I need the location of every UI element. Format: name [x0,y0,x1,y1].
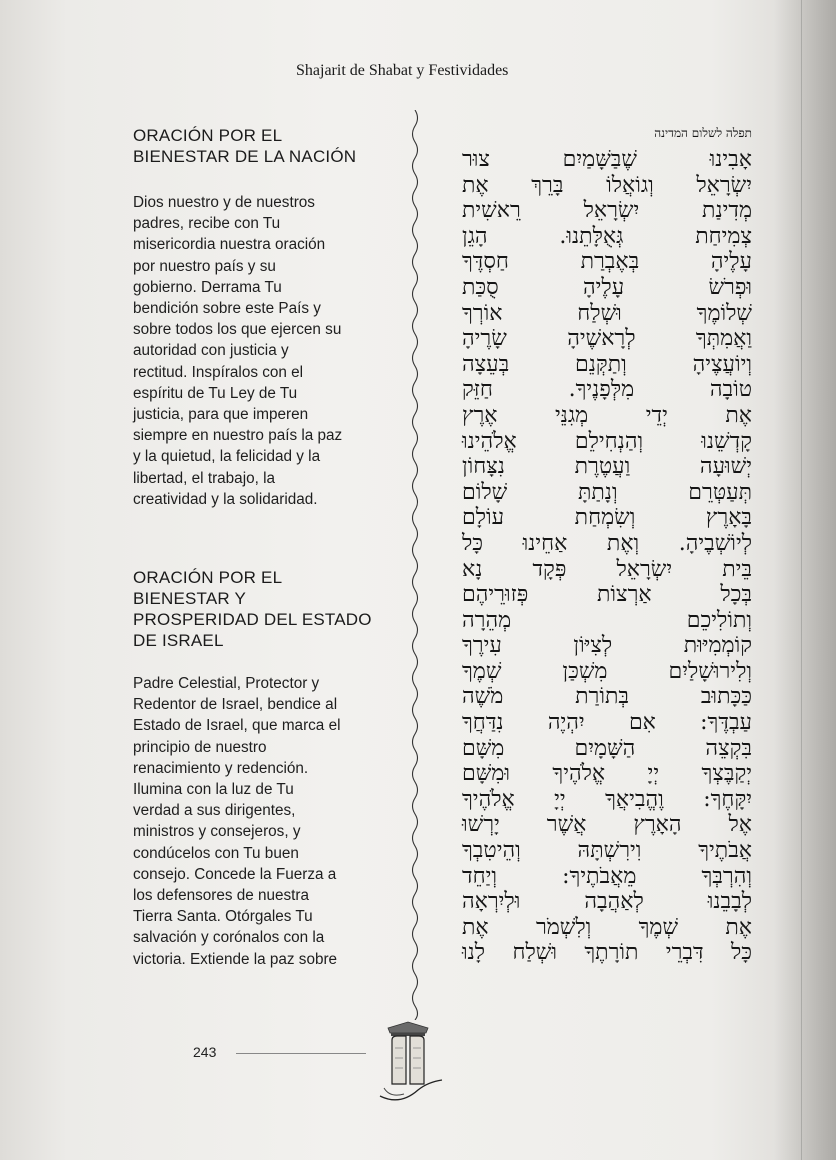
hebrew-line: אֶל הָאָרֶץ אֲשֶׁר יָרְשׁוּ [462,812,752,838]
body-line: verdad a sus dirigentes, [133,802,296,820]
section-title [133,567,393,651]
section-title-line: DE ISRAEL [133,631,224,650]
hebrew-line: כַּכָּתוּב בְּתוֹרַת מֹשֶׁה [462,684,752,710]
body-line: por nuestro país y su [133,257,276,275]
hebrew-column [462,123,752,966]
hebrew-line: וּפְרֹשׂ עָלֶיהָ סֻכַּת [462,274,752,300]
body-line: padres, recibe con Tu [133,215,281,233]
hebrew-line: בָּאָרֶץ וְשִׂמְחַת עוֹלָם [462,505,752,531]
hebrew-line: טוֹבָה מִלְּפָנֶיךָ. חַזֵּק [462,377,752,403]
hebrew-line: יְשׁוּעָה וַעֲטֶרֶת נִצָּחוֹן [462,454,752,480]
body-line: gobierno. Derrama Tu [133,278,282,296]
body-line: condúcelos con Tu buen [133,844,299,862]
body-line: y la quietud, la felicidad y la [133,448,321,466]
section-title-line: ORACIÓN POR EL [133,126,283,145]
hebrew-line: בִּקְצֵה הַשָּׁמָיִם מִשָּׁם [462,735,752,761]
hebrew-line: כָּל דִּבְרֵי תוֹרָתֶךָ וּשְׁלַח לָנוּ [462,940,752,966]
body-line: Padre Celestial, Protector y [133,675,320,692]
body-line: creatividad y la solidaridad. [133,490,318,508]
hebrew-line: וְהִרְבְּךָ מֵאֲבֹתֶיךָ: וְיַחֵד [462,863,752,889]
hebrew-line: וְיוֹעֲצֶיהָ וְתַקְּנֵם בְּעֵצָה [462,351,752,377]
running-header: Shajarit de Shabat y Festividades [296,62,509,79]
body-line: consejo. Concede la Fuerza a [133,865,337,883]
footer-rule [236,1053,366,1054]
hebrew-line: מְדִינַת יִשְׂרָאֵל רֵאשִׁית [462,198,752,224]
body-line: victoria. Extiende la paz sobre [133,950,338,968]
body-line: bendición sobre este País y [133,300,321,318]
section-title-line: ORACIÓN POR EL [133,568,283,587]
body-line: autoridad con justicia y [133,342,289,360]
hebrew-line: יִשְׂרָאֵל וְגוֹאֲלוֹ בָּרֵךְ אֶת [462,172,752,198]
hebrew-line: עָלֶיהָ בְּאֶבְרַת חַסְדֶּךָ [462,249,752,275]
page-edge-shadow [774,0,836,1160]
body-line: siempre en nuestro país la paz [133,427,343,445]
hebrew-line: בְּכָל אַרְצוֹת פְּזוּרֵיהֶם [462,582,752,608]
body-line: ministros y consejeros, y [133,823,301,841]
section-title [133,125,393,167]
body-line: Estado de Israel, que marca el [133,717,341,735]
section-title-line: PROSPERIDAD DEL ESTADO [133,610,372,629]
body-line: los defensores de nuestra [133,887,310,905]
hebrew-line: אֲבֹתֶיךָ וִירִשְׁתָּהּ וְהֵיטִבְךָ [462,838,752,864]
body-line: espíritu de Tu Ley de Tu [133,384,298,402]
hebrew-line: עַבְדֶּךָ: אִם יִהְיֶה נִדַּחֲךָ [462,710,752,736]
tablets-emblem [370,1018,446,1108]
body-line: Dios nuestro y de nuestros [133,194,315,211]
section-title-line: BIENESTAR Y [133,589,247,608]
hebrew-line: לְיוֹשְׁבֶיהָ. וְאֶת אַחֵינוּ כָּל [462,530,752,556]
hebrew-line: אֶת שְׁמֶךָ וְלִשְׁמֹר אֶת [462,914,752,940]
hebrew-line: צְמִיחַת גְּאֻלָּתֵנוּ. הָגֵן [462,223,752,249]
body-line: libertad, el trabajo, la [133,469,276,487]
hebrew-line: וַאֲמִתְּךָ לְרָאשֶׁיהָ שָׂרֶיהָ [462,326,752,352]
body-line: justicia, para que imperen [133,406,309,424]
body-line: misericordia nuestra oración [133,236,326,254]
hebrew-line: בֵּית יִשְׂרָאֵל פְּקָד נָא [462,556,752,582]
hebrew-line: שְׁלוֹמֶךָ וּשְׁלַח אוֹרְךָ [462,300,752,326]
page-edge-line [801,0,802,1160]
page-number: 243 [193,1044,217,1060]
body-line: Tierra Santa. Otórgales Tu [133,908,313,926]
hebrew-line: וְלִירוּשָׁלַיִם מִשְׁכַּן שְׁמֶךָ [462,658,752,684]
hebrew-caption: תפלה לשלום המדינה [654,126,752,140]
body-line: principio de nuestro [133,738,267,756]
hebrew-line: יִקָּחֶךָ: וֶהֱבִיאֲךָ יְיָ אֱלֹהֶיךָ [462,786,752,812]
body-line: Ilumina con la luz de Tu [133,781,294,799]
section-body [133,192,393,510]
body-line: Redentor de Israel, bendice al [133,696,338,714]
hebrew-line: קָדְשֵׁנוּ וְהַנְחִילֵם אֱלֹהֵינוּ [462,428,752,454]
body-line: sobre todos los que ejercen su [133,321,342,339]
hebrew-line: קוֹמְמִיּוּת לְצִיּוֹן עִירֶךָ [462,633,752,659]
hebrew-line: אֶת יְדֵי מְגִנֵּי אֶרֶץ [462,402,752,428]
body-line: salvación y corónalos con la [133,929,325,947]
column-divider-ornament [402,110,428,1020]
body-line: rectitud. Inspíralos con el [133,363,304,381]
section-bienestar-israel [133,567,393,970]
section-body [133,673,393,970]
section-title-line: BIENESTAR DE LA NACIÓN [133,147,357,166]
section-bienestar-nacion [133,125,393,510]
hebrew-line: אָבִינוּ שֶׁבַּשָּׁמַיִם צוּר [462,147,752,172]
hebrew-line: לְבָבֵנוּ לְאַהֲבָה וּלְיִרְאָה [462,889,752,915]
hebrew-line: תְּעַטְּרֵם וְנָתַתָּ שָׁלוֹם [462,479,752,505]
hebrew-line: יְקַבֶּצְךָ יְיָ אֱלֹהֶיךָ וּמִשָּׁם [462,761,752,787]
body-line: renacimiento y redención. [133,759,309,777]
hebrew-line: וְתוֹלִיכֵם מְהֵרָה [462,607,752,633]
hebrew-prayer-text [462,147,752,966]
